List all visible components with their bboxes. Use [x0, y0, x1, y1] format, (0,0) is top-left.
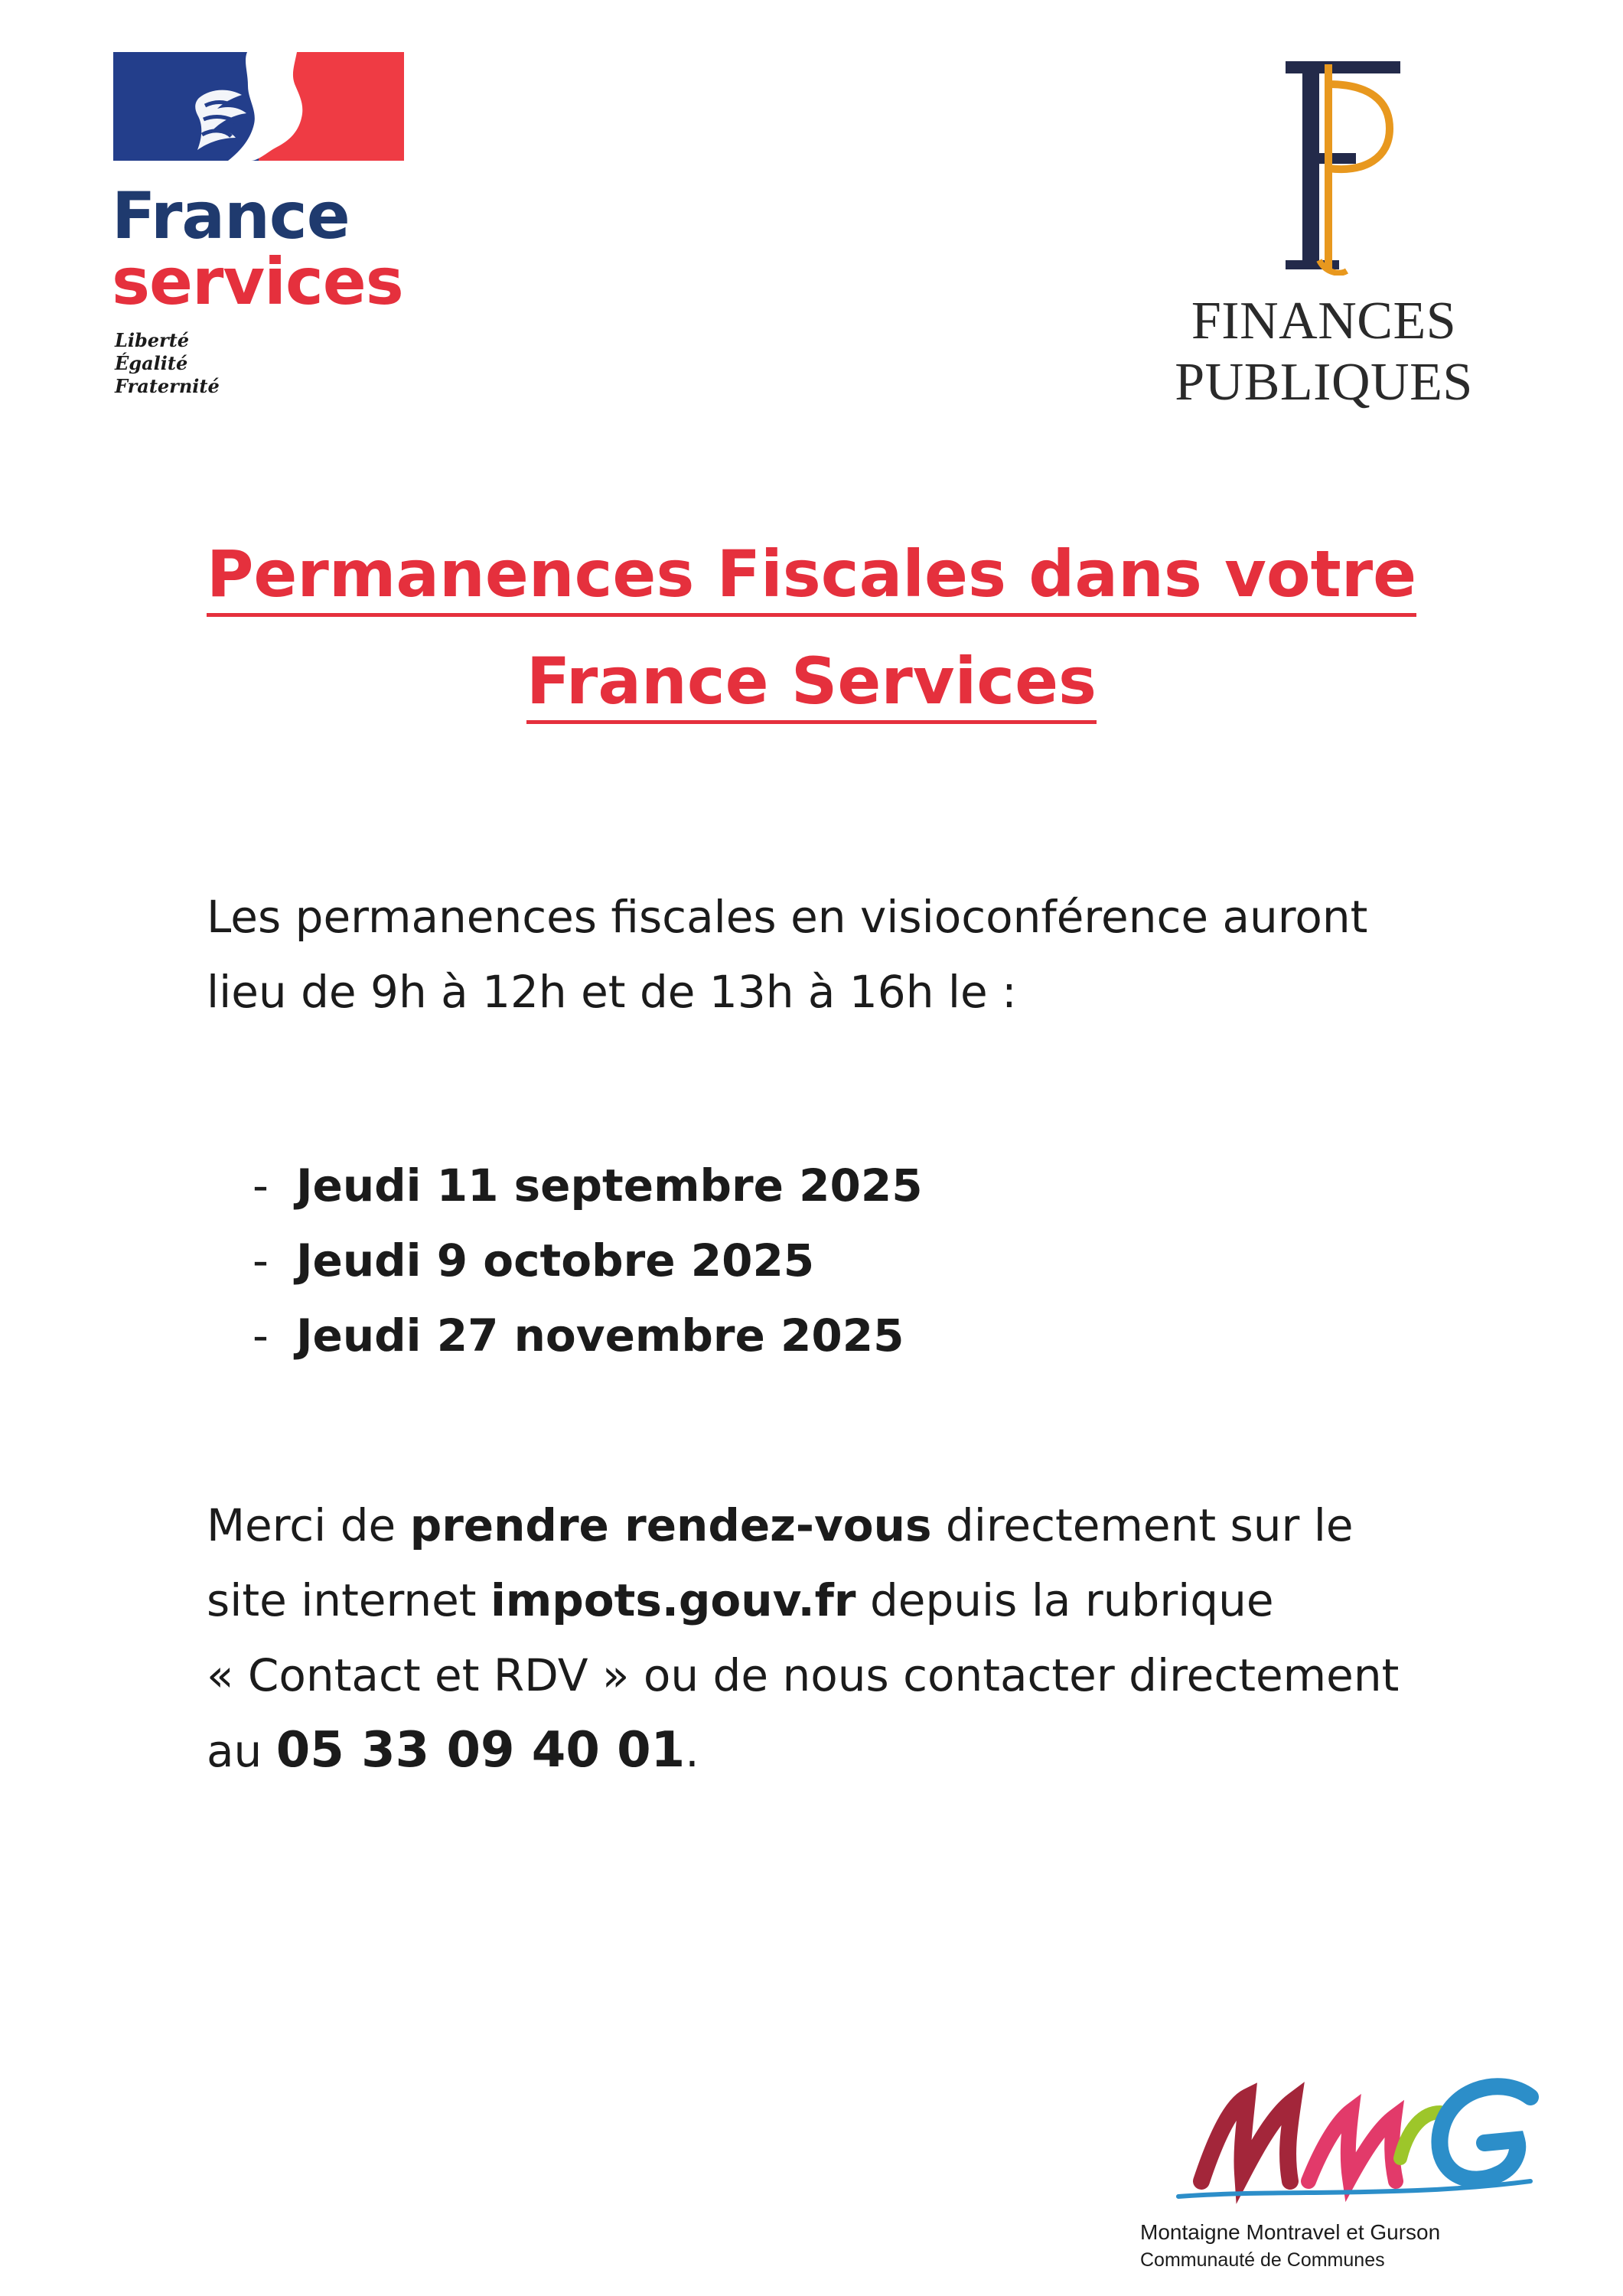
- motto-liberte: Liberté: [115, 329, 190, 351]
- dates-list: [253, 1148, 923, 1373]
- france-services-logo: [113, 52, 404, 419]
- list-dash: -: [253, 1309, 269, 1362]
- fp-monogram-icon: [1240, 54, 1408, 276]
- page-title-line-2: [0, 643, 1623, 719]
- page-title-text-1: Permanences Fiscales dans votre: [207, 536, 1416, 617]
- marianne-flag-icon: [113, 52, 404, 161]
- page-title-text-2: France Services: [526, 644, 1097, 724]
- list-item: [253, 1298, 923, 1373]
- list-dash: -: [253, 1159, 269, 1212]
- rdv-line-1: Merci de prendre rendez-vous directement sur le: [207, 1499, 1354, 1551]
- rdv-line-4: au 05 33 09 40 01.: [207, 1722, 699, 1779]
- date-item-1: Jeudi 11 septembre 2025: [295, 1159, 923, 1212]
- list-item: [253, 1223, 923, 1298]
- rdv-line-2: site internet impots.gouv.fr depuis la rubrique: [207, 1574, 1274, 1626]
- france-services-word-france: France: [112, 178, 350, 253]
- france-services-word-services: services: [112, 244, 403, 319]
- appointment-paragraph: [207, 1489, 1523, 1789]
- rdv-line-3: « Contact et RDV » ou de nous contacter directement: [207, 1649, 1400, 1701]
- rdv-emphasis: prendre rendez-vous: [409, 1499, 932, 1551]
- mmg-subtitle: Communauté de Communes: [1140, 2249, 1385, 2271]
- mmg-monogram-icon: [1171, 2066, 1584, 2212]
- intro-line-2: lieu de 9h à 12h et de 13h à 16h le :: [207, 966, 1017, 1018]
- motto-egalite: Égalité: [115, 352, 188, 374]
- page-title-line-1: [0, 536, 1623, 612]
- intro-paragraph: [207, 880, 1507, 1030]
- finances-publiques-text: FINANCES PUBLIQUES: [1175, 292, 1473, 412]
- mmg-logo: [1125, 2066, 1599, 2273]
- mmg-name: Montaigne Montravel et Gurson: [1140, 2220, 1441, 2244]
- motto-fraternite: Fraternité: [115, 375, 220, 397]
- intro-line-1: Les permanences fiscales en visioconférence auront: [207, 891, 1368, 943]
- list-dash: -: [253, 1234, 269, 1287]
- date-item-3: Jeudi 27 novembre 2025: [295, 1309, 904, 1362]
- date-item-2: Jeudi 9 octobre 2025: [295, 1234, 815, 1287]
- list-item: [253, 1148, 923, 1223]
- phone-number: 05 33 09 40 01: [275, 1722, 686, 1779]
- website-name: impots.gouv.fr: [490, 1574, 856, 1626]
- finances-publiques-logo: [1087, 54, 1561, 412]
